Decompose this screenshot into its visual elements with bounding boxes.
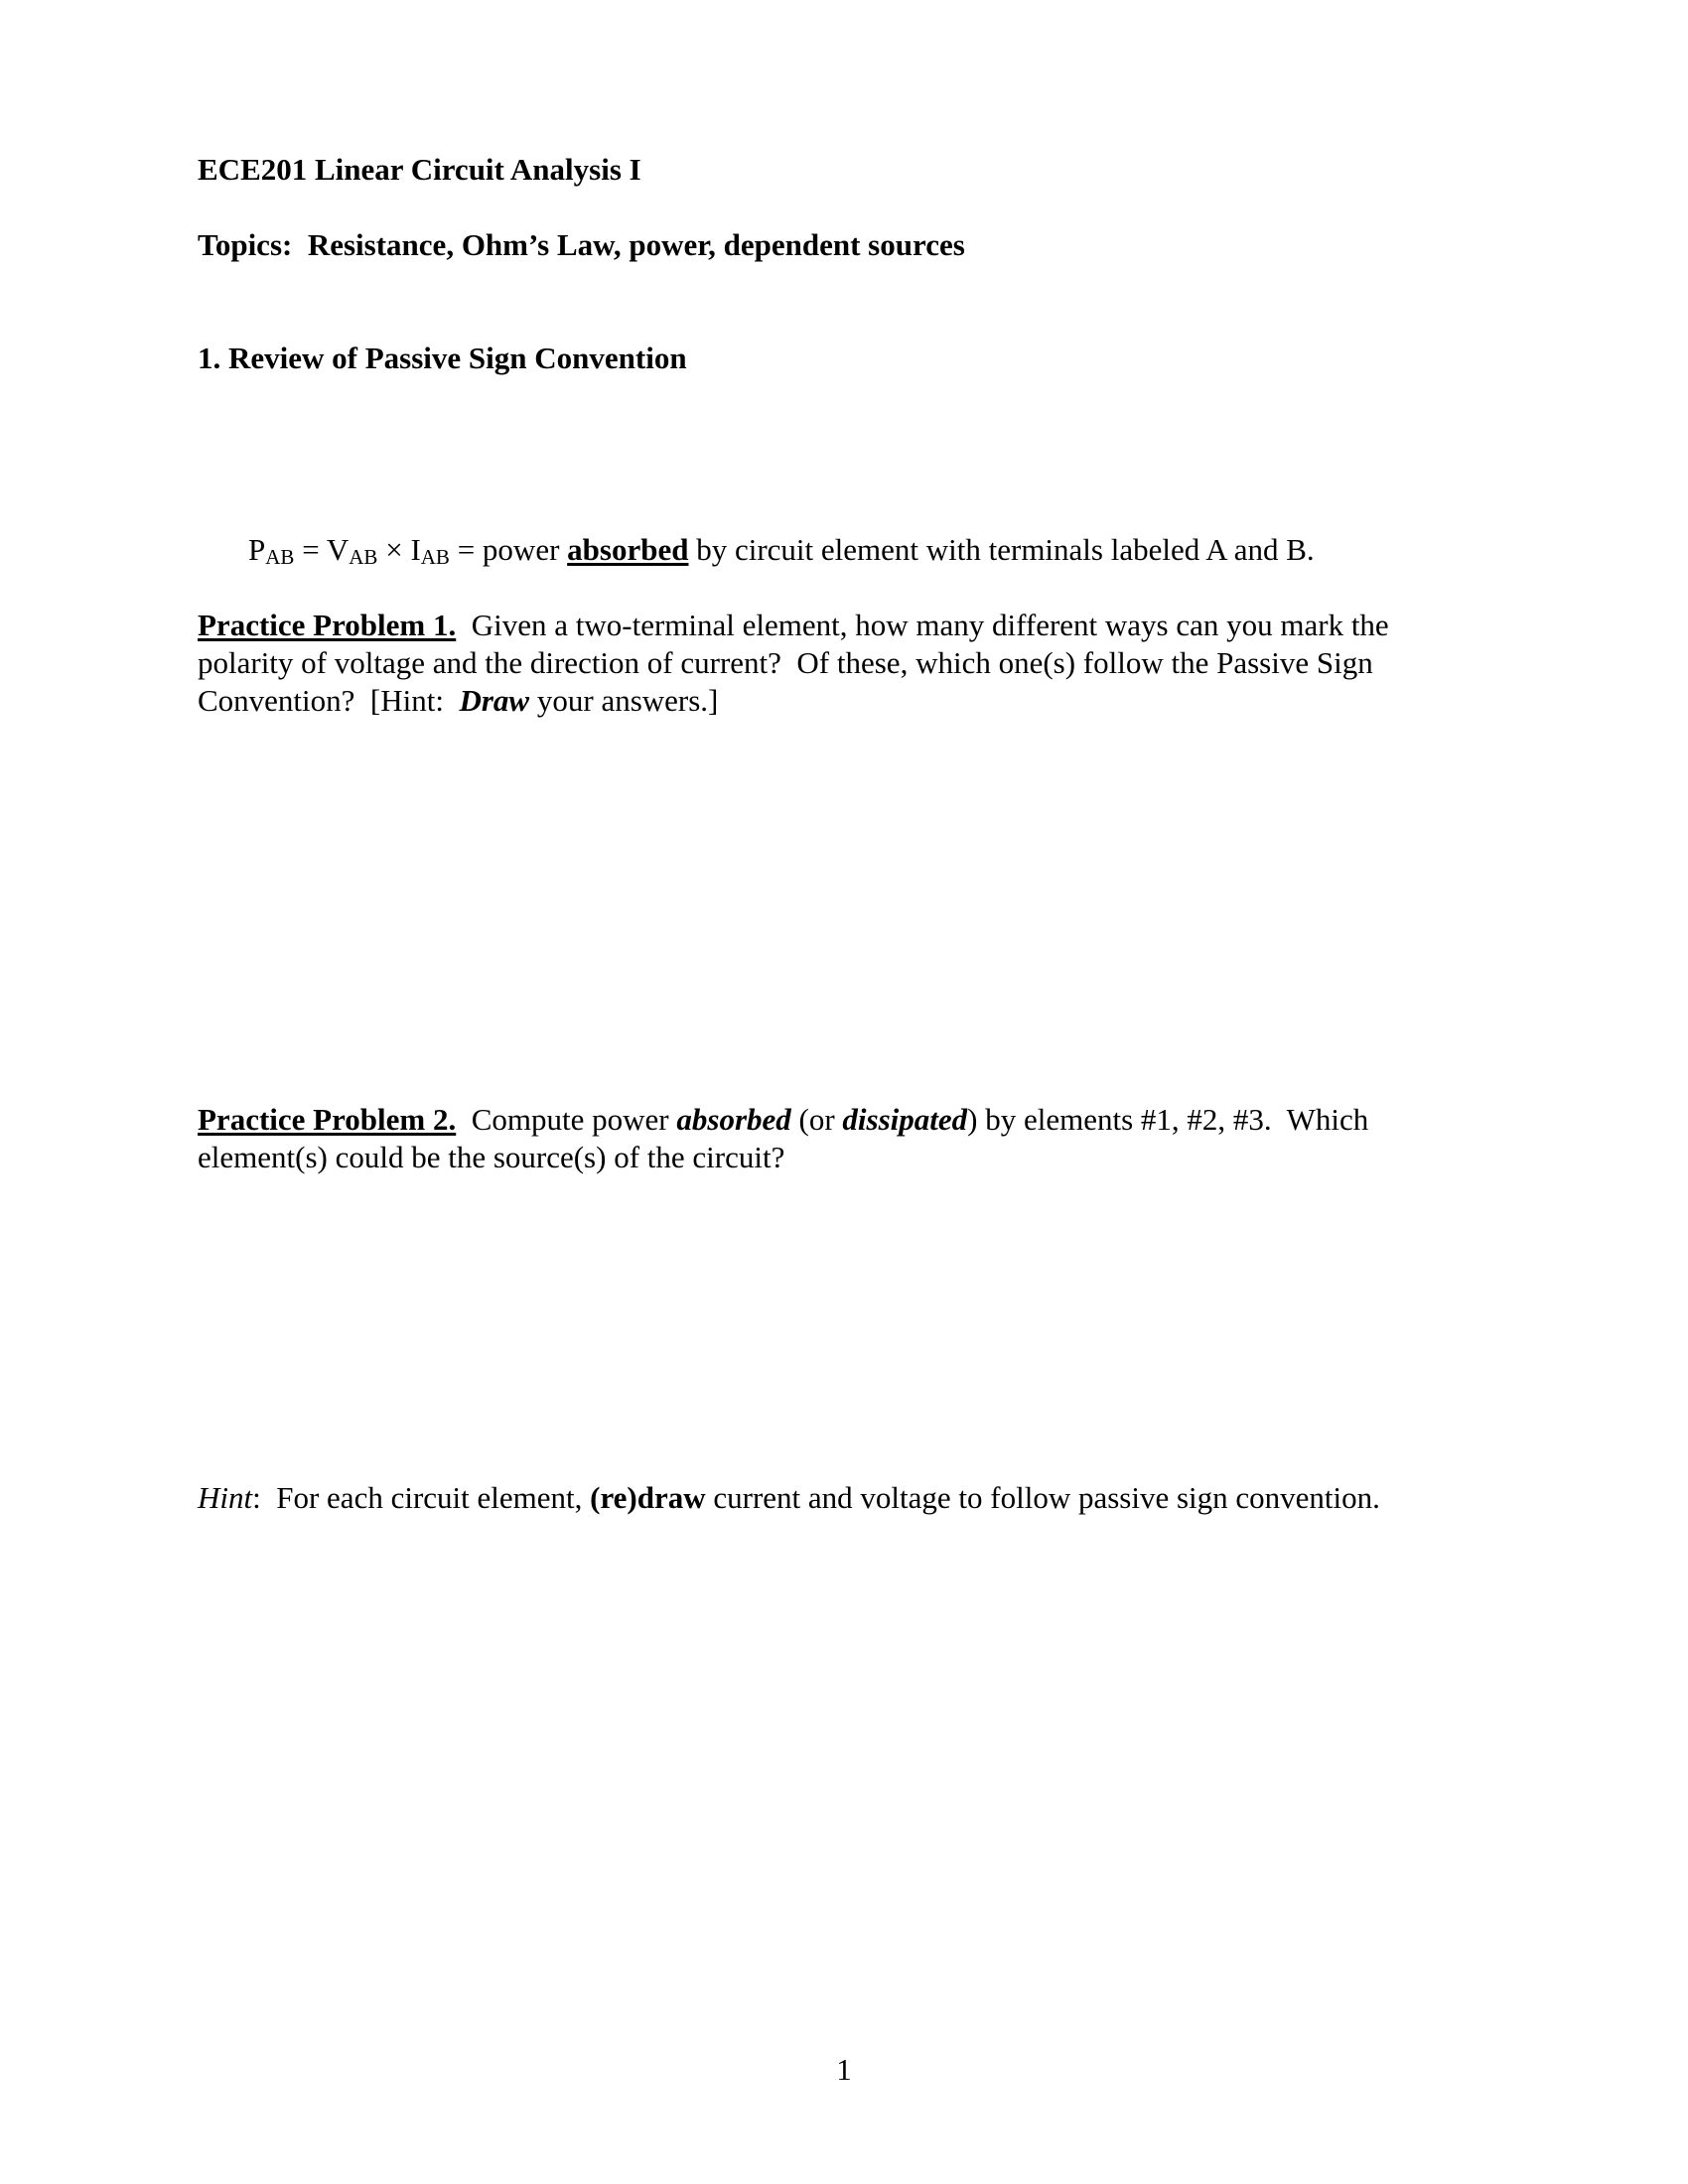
topics-text: Resistance, Ohm’s Law, power, dependent sources [307,227,965,262]
hint-label: Hint [198,1480,253,1515]
section-heading: 1. Review of Passive Sign Convention [198,341,687,375]
hint-redraw-emphasis: (re)draw [590,1480,706,1515]
practice-problem-2 [198,1101,1488,1176]
formula-equals-1: = [294,532,327,567]
problem1-draw-emphasis: Draw [459,683,530,718]
page-number: 1 [836,2052,852,2087]
problem2-dissipated-emphasis: dissipated [842,1102,968,1137]
formula-p: P [248,532,266,567]
formula-absorbed-emphasis: absorbed [567,532,689,567]
problem2-text: Compute power [456,1102,677,1137]
hint-text-end: current and voltage to follow passive sign convention. [705,1480,1380,1515]
topics-line [198,226,1488,264]
problem2-absorbed-emphasis: absorbed [676,1102,791,1137]
formula-i: I [410,532,421,567]
problem2-text-or: (or [790,1102,843,1137]
course-title: ECE201 Linear Circuit Analysis I [198,152,641,187]
hint-line [198,1479,1488,1517]
formula-times: × [377,532,411,567]
problem1-text-end: your answers.] [529,683,719,718]
hint-text: : For each circuit element, [252,1480,591,1515]
formula-i-subscript: AB [420,545,450,569]
formula-equals-2: = power [449,532,568,567]
formula-v-subscript: AB [349,545,378,569]
formula-v: V [326,532,350,567]
problem1-text: Given a two-terminal element, how many different ways can you mark the polarity of voltage and the direction of current? Of these, which one(s) follow the Passive Sign Convention? [Hint: [198,608,1397,718]
formula-p-subscript: AB [265,545,295,569]
problem1-label: Practice Problem 1. [198,608,457,642]
power-formula [248,531,1539,569]
formula-description: by circuit element with terminals labeled A and B. [688,532,1315,567]
problem2-text-end: ) by elements #1, #2, #3. Which element(s) could be the source(s) of the circuit? [198,1102,1376,1174]
problem2-label: Practice Problem 2. [198,1102,457,1137]
practice-problem-1 [198,607,1488,720]
topics-label: Topics: [198,227,293,262]
